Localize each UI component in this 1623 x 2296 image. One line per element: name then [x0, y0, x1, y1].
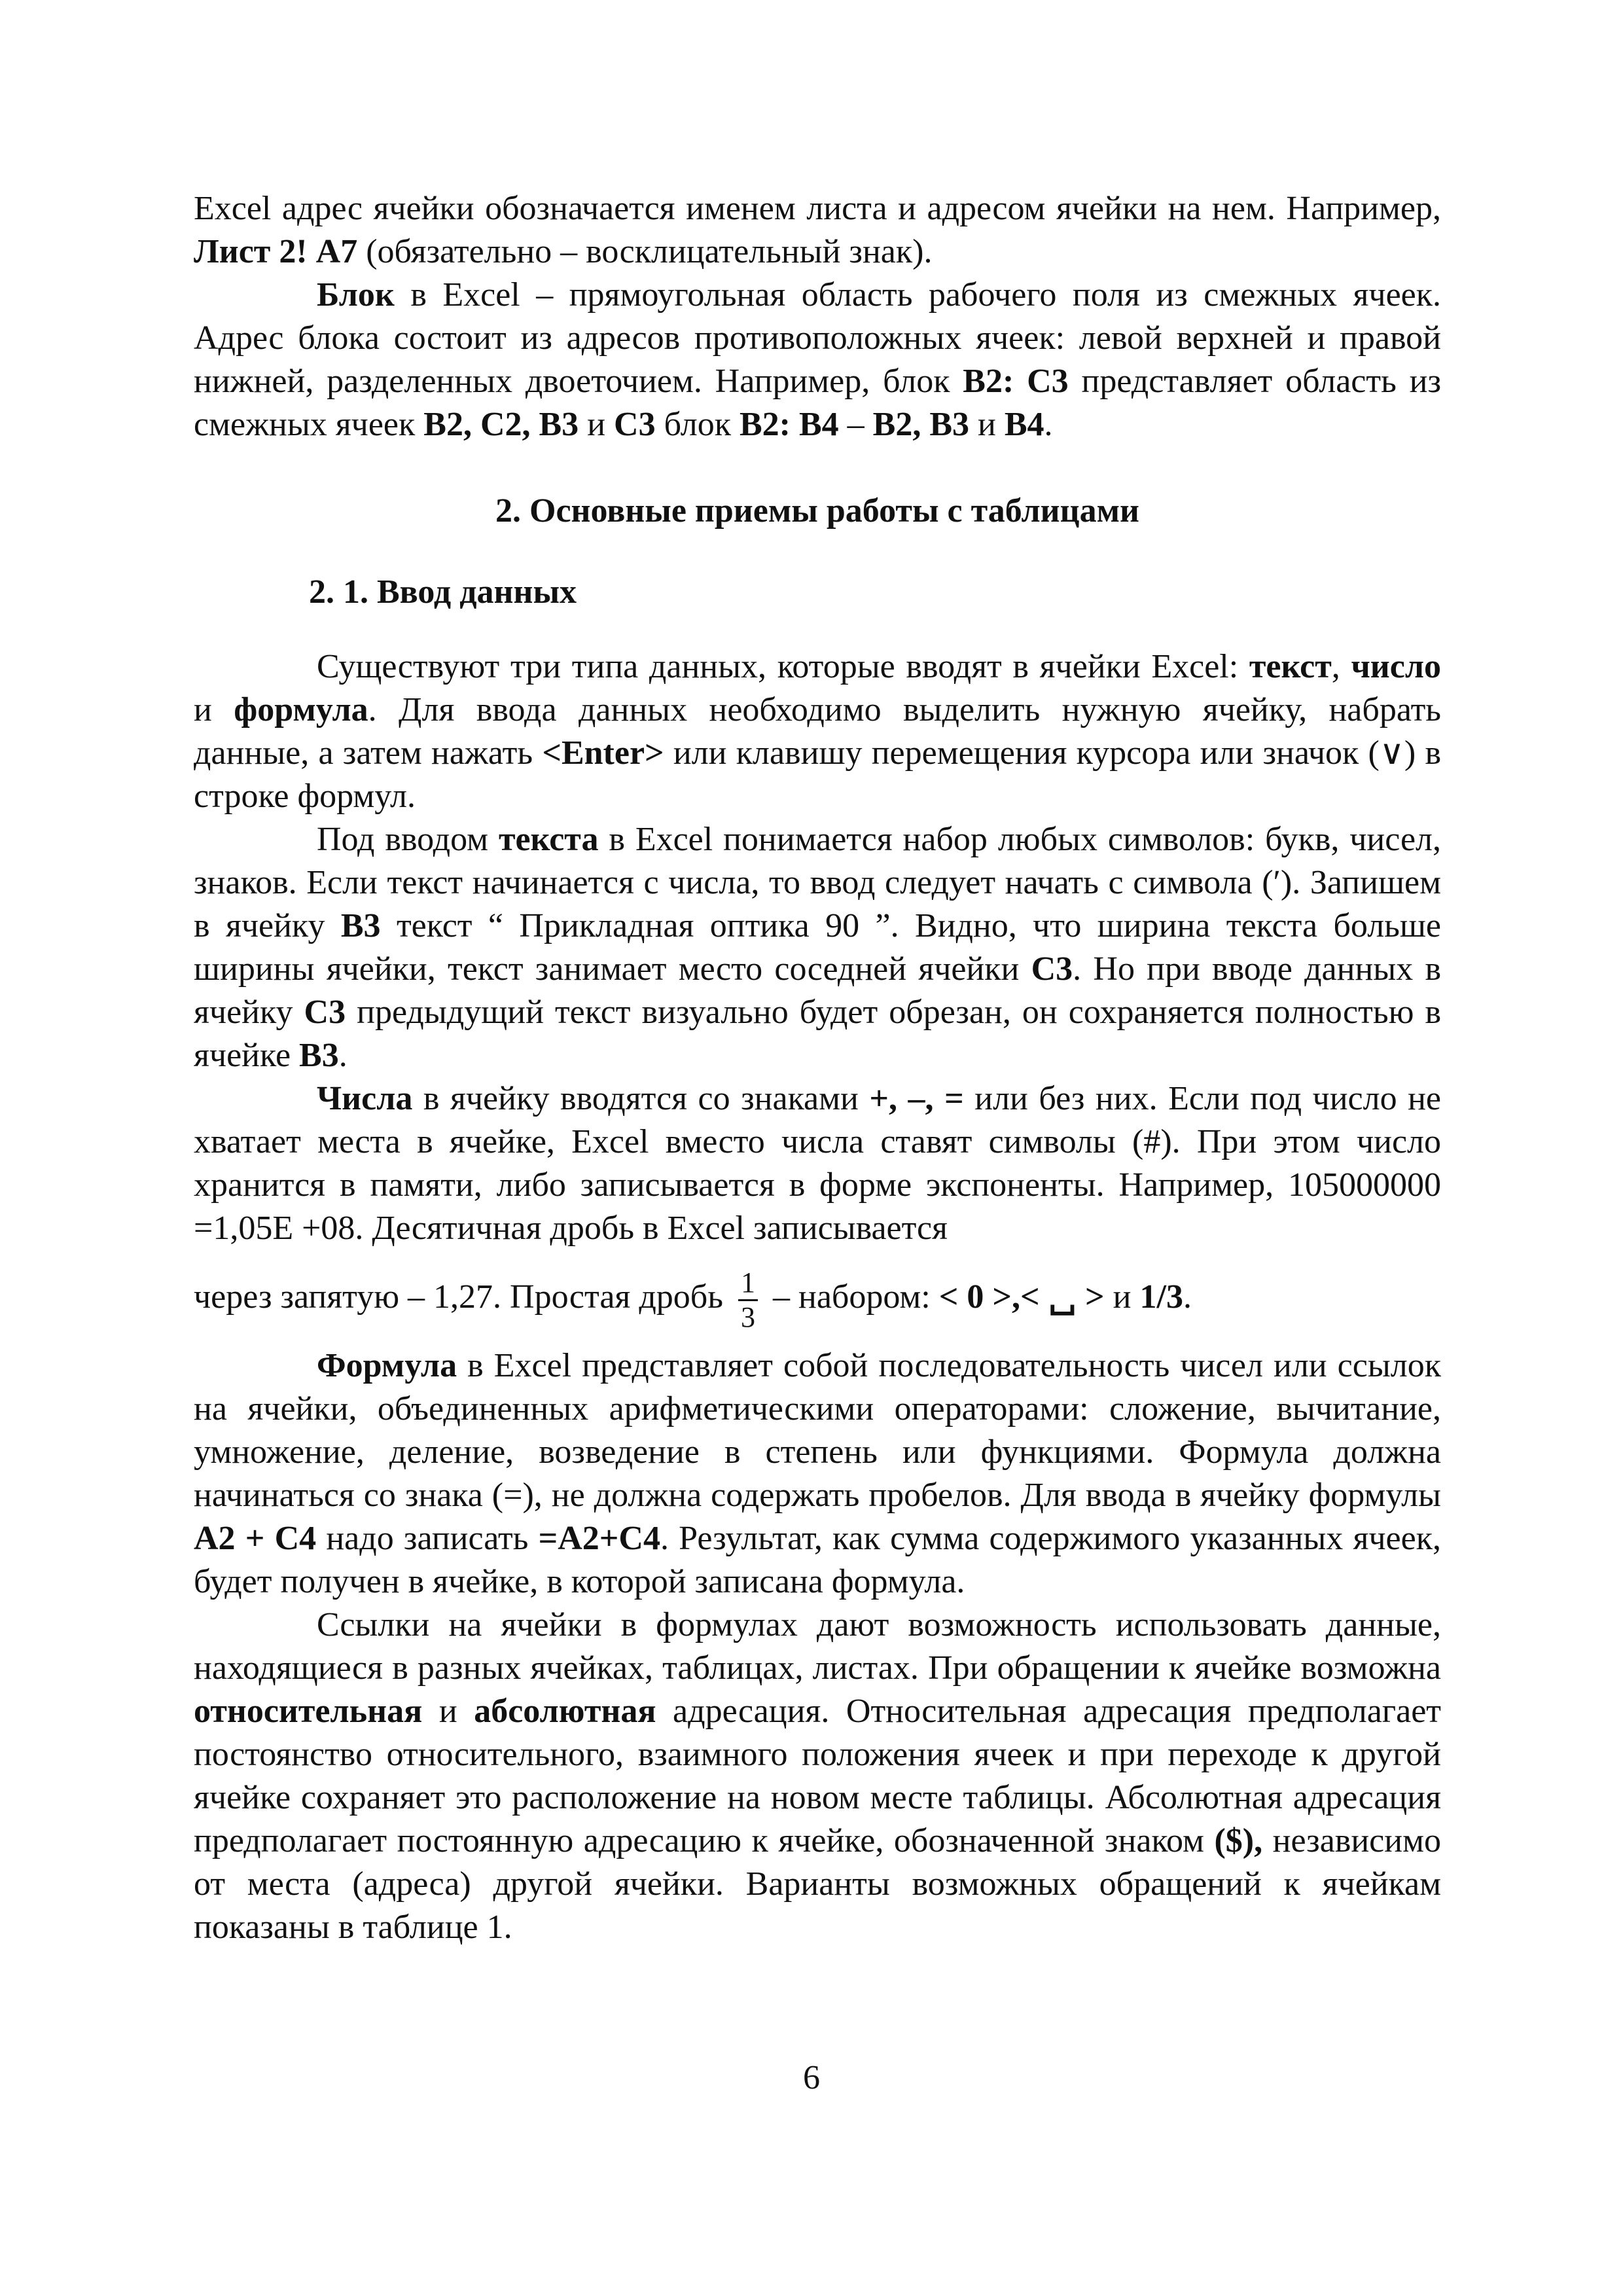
- fraction-numerator: 1: [738, 1266, 758, 1301]
- fraction: [738, 1266, 758, 1334]
- paragraph-data-types: Существуют три типа данных, которые вводят в ячейки Excel: текст, число и формула. Для ввода данных необходимо выделить нужную ячейку, набрать данные, а затем нажать <Enter> или клавишу перемещения курсора или значок (∨) в строке формул.: [194, 648, 1442, 815]
- space-icon: ␣: [1048, 1278, 1077, 1316]
- paragraph-references: Ссылки на ячейки в формулах дают возможность использовать данные, находящиеся в разных ячейках, таблицах, листах. При обращении к ячейке возможна относительная и абсолютная адресация. Относительная адресация предполагает постоянство относительного, взаимного положения ячеек и при переходе к другой ячейке сохраняет это расположение на новом месте таблицы. Абсолютная адресация предполагает постоянную адресацию к ячейке, обозначенной знаком ($), независимо от места (адреса) другой ячейки. Варианты возможных обращений к ячейкам показаны в таблице 1.: [194, 1606, 1441, 1946]
- fraction-denominator: 3: [740, 1300, 755, 1333]
- paragraph-formula: Формула в Excel представляет собой последовательность чисел или ссылок на ячейки, объединенных арифметическими операторами: сложение, вычитание, умножение, деление, возведение в степень или функциями. Формула должна начинаться со знака (=), не должна содержать пробелов. Для ввода в ячейку формулы А2 + С4 надо записать =А2+С4. Результат, как сумма содержимого указанных ячеек, будет получен в ячейке, в которой записана формула.: [194, 1347, 1441, 1600]
- paragraph-block-definition: Блок в Excel – прямоугольная область рабочего поля из смежных ячеек. Адрес блока состоит из адресов противоположных ячеек: левой верхней и правой нижней, разделенных двоеточием. Например, блок В2: С3 представляет область из смежных ячеек В2, С2, В3 и С3 блок В2: В4 – В2, В3 и В4.: [194, 276, 1441, 443]
- checkmark-icon: ∨: [1379, 734, 1404, 772]
- section-title: 2. Основные приемы работы с таблицами: [495, 492, 1139, 529]
- paragraph-numbers: Числа в ячейку вводятся со знаками +, –, = или без них. Если под число не хватает места в ячейке, Excel вместо числа ставят символы (#). При этом число хранится в памяти, либо записывается в форме экспоненты. Например, 105000000 =1,05Е +08. Десятичная дробь в Excel записывается: [194, 1080, 1441, 1247]
- subsection-title: 2. 1. Ввод данных: [309, 573, 577, 611]
- page-content: [194, 187, 1441, 1949]
- page-number: 6: [803, 2059, 820, 2096]
- paragraph-fraction-line: через запятую – 1,27. Простая дробь $\frac{1}{3}$ – набором: < 0 >,< ␣ > и 1/3.: [194, 1266, 1192, 1333]
- paragraph-text-input: Под вводом текста в Excel понимается набор любых символов: букв, чисел, знаков. Если текст начинается с числа, то ввод следует начать с символа (′). Запишем в ячейку В3 текст “ Прикладная оптика 90 ”. Видно, что ширина текста больше ширины ячейки, текст занимает место соседней ячейки С3. Но при вводе данных в ячейку С3 предыдущий текст визуально будет обрезан, он сохраняется полностью в ячейке В3.: [194, 821, 1441, 1074]
- apostrophe-symbol: ′: [1273, 864, 1281, 901]
- paragraph-cell-address: Excel адрес ячейки обозначается именем листа и адресом ячейки на нем. Например, Лист 2! А7 (обязательно – восклицательный знак).: [194, 190, 1441, 270]
